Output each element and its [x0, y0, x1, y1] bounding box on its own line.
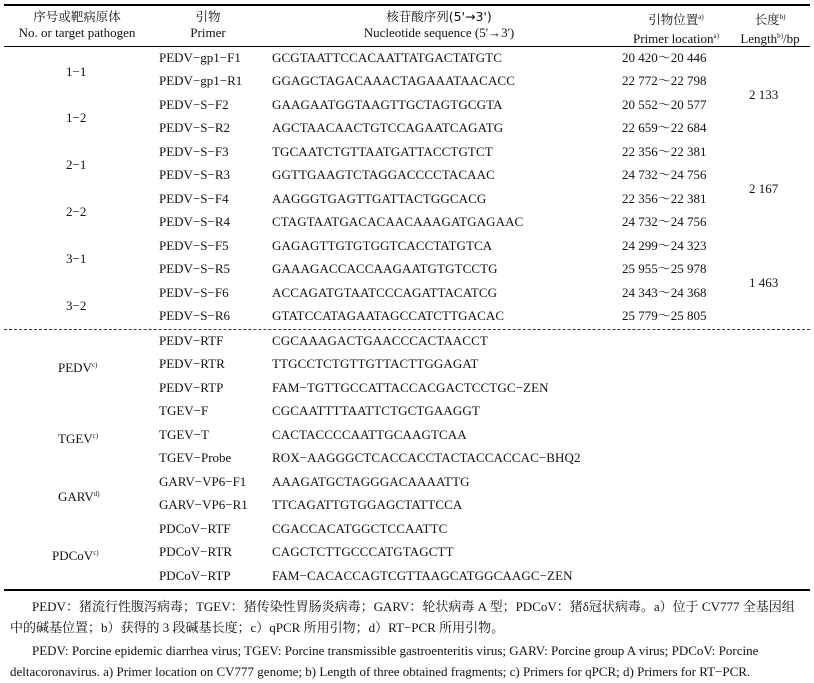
- primer-name: PEDV−RTR: [159, 356, 225, 371]
- group-garv-sup: d): [93, 490, 100, 498]
- header-col-primer: [160, 9, 256, 41]
- group-label-3-2: 3−2: [66, 298, 87, 313]
- nucleotide-sequence: AAGGGTGAGTTGATTACTGGCACG: [272, 191, 487, 206]
- table-row: [0, 380, 814, 398]
- nucleotide-sequence: TTGCCTCTGTTGTTACTTGGAGAT: [272, 356, 479, 371]
- table-row: [0, 544, 814, 562]
- primer-name: PEDV−S−R3: [159, 167, 231, 182]
- table-row: [0, 333, 814, 351]
- table-row: [0, 191, 814, 209]
- nucleotide-sequence: FAM−CACACCAGTCGTTAAGCATGGCAAGC−ZEN: [272, 568, 573, 583]
- table-row: [0, 474, 814, 492]
- primer-location: 22 772～22 798: [622, 73, 707, 88]
- group-pdcov-sup: c): [93, 549, 99, 557]
- length-fragment-2: 2 167: [749, 181, 779, 196]
- nucleotide-sequence: CGACCACATGGCTCCAATTC: [272, 521, 448, 536]
- header-col-length-cn-sup: b): [779, 13, 786, 21]
- table-row: [0, 144, 814, 162]
- length-fragment-1: 2 133: [749, 87, 779, 102]
- footnote-cn-line2: 中的碱基位置；b）获得的 3 段碱基长度；c）qPCR 所用引物；d）RT−PCR 所用引物。: [10, 620, 505, 635]
- table-row: [0, 356, 814, 374]
- table-row: [0, 450, 814, 468]
- footnote-cn-line1: PEDV：猪流行性腹泻病毒；TGEV：猪传染性胃肠炎病毒；GARV：轮状病毒 A 型；PDCoV：猪δ冠状病毒。a）位于 CV777 全基因组: [32, 599, 795, 614]
- primer-location: 22 356～22 381: [622, 144, 707, 159]
- nucleotide-sequence: GAAGAATGGTAAGTTGCTAGTGCGTA: [272, 97, 503, 112]
- table-row: [0, 167, 814, 185]
- nucleotide-sequence: CTAGTAATGACACAACAAAGATGAGAAC: [272, 214, 524, 229]
- primer-location: 20 420～20 446: [622, 50, 707, 65]
- header-col-length-en-sup: b): [777, 32, 784, 40]
- group-label-pedv: [58, 357, 97, 376]
- primer-name: PEDV−S−F2: [159, 97, 229, 112]
- primer-name: PEDV−S−F6: [159, 285, 229, 300]
- primer-location: 25 955～25 978: [622, 261, 707, 276]
- nucleotide-sequence: CAGCTCTTGCCCATGTAGCTT: [272, 544, 454, 559]
- table-row: [0, 568, 814, 586]
- footnote-en-line2: deltacoronavirus. a) Primer location on CV777 genome; b) Length of three obtained fragments; c) Primers for qPCR; d) Primers for RT−PCR.: [10, 664, 751, 679]
- header-col-length: [730, 9, 810, 47]
- header-col-target: [4, 9, 150, 41]
- footnote-en-line1: PEDV: Porcine epidemic diarrhea virus; TGEV: Porcine transmissible gastroenteritis virus; GARV: Porcine group A virus; PDCoV: Porcine: [32, 643, 759, 658]
- nucleotide-sequence: AGCTAACAACTGTCCAGAATCAGATG: [272, 120, 504, 135]
- primer-name: PEDV−RTF: [159, 333, 224, 348]
- table-row: [0, 497, 814, 515]
- header-col-location-cn: 引物位置: [648, 12, 699, 27]
- nucleotide-sequence: GGTTGAAGTCTAGGACCCCTACAAC: [272, 167, 495, 182]
- group-label-pdcov: [52, 545, 99, 564]
- table-row: [0, 97, 814, 115]
- header-col-length-cn: 长度: [754, 12, 780, 27]
- nucleotide-sequence: CGCAAAGACTGAACCCACTAACCT: [272, 333, 488, 348]
- table-row: [0, 308, 814, 326]
- primer-name: PEDV−S−F5: [159, 238, 229, 253]
- primer-name: TGEV−F: [159, 403, 209, 418]
- header-col-target-cn: 序号或靶病原体: [33, 9, 121, 24]
- primer-location: 24 732～24 756: [622, 167, 707, 182]
- primer-location: 25 779～25 805: [622, 308, 707, 323]
- nucleotide-sequence: CGCAATTTTAATTCTGCTGAAGGT: [272, 403, 480, 418]
- nucleotide-sequence: AAAGATGCTAGGGACAAAATTG: [272, 474, 470, 489]
- table-row: [0, 214, 814, 232]
- nucleotide-sequence: GAGAGTTGTGTGGTCACCTATGTCA: [272, 238, 493, 253]
- header-col-primer-cn: 引物: [195, 9, 221, 24]
- primer-location: 24 343～24 368: [622, 285, 707, 300]
- group-pdcov-text: PDCoV: [52, 548, 94, 563]
- primer-name: PDCoV−RTP: [159, 568, 231, 583]
- primer-name: PEDV−S−F4: [159, 191, 229, 206]
- table-row: [0, 50, 814, 68]
- nucleotide-sequence: GAAAGACCACCAAGAATGTGTCCTG: [272, 261, 498, 276]
- header-col-location-en-sup: a): [713, 32, 719, 40]
- table-row: [0, 73, 814, 91]
- primer-name: PEDV−S−R5: [159, 261, 231, 276]
- primer-name: PEDV−S−F3: [159, 144, 229, 159]
- top-rule: [4, 4, 810, 6]
- header-col-sequence-cn: 核苷酸序列(5'→3'): [386, 9, 492, 24]
- nucleotide-sequence: CACTACCCCAATTGCAAGTCAA: [272, 427, 467, 442]
- group-label-tgev: [58, 428, 98, 447]
- group-garv-text: GARV: [58, 489, 94, 504]
- primer-name: GARV−VP6−R1: [159, 497, 248, 512]
- nucleotide-sequence: TGCAATCTGTTAATGATTACCTGTCT: [272, 144, 493, 159]
- primer-location: 22 356～22 381: [622, 191, 707, 206]
- group-pedv-text: PEDV: [58, 360, 92, 375]
- primer-name: PEDV−gp1−F1: [159, 50, 241, 65]
- group-tgev-text: TGEV: [58, 431, 93, 446]
- nucleotide-sequence: FAM−TGTTGCCATTACCACGACTCCTGC−ZEN: [272, 380, 549, 395]
- nucleotide-sequence: GGAGCTAGACAAACTAGAAATAACACC: [272, 73, 515, 88]
- header-col-sequence: [272, 9, 606, 41]
- header-col-length-en: Length: [740, 31, 778, 46]
- table-row: [0, 238, 814, 256]
- table-row: [0, 120, 814, 138]
- group-tgev-sup: c): [92, 432, 99, 440]
- group-label-3-1: 3−1: [66, 251, 87, 266]
- group-label-1-1: 1−1: [66, 64, 87, 79]
- primer-location: 24 299～24 323: [622, 238, 707, 253]
- primer-name: PEDV−RTP: [159, 380, 224, 395]
- nucleotide-sequence: GTATCCATAGAATAGCCATCTTGACAC: [272, 308, 505, 323]
- primer-name: TGEV−T: [159, 427, 209, 442]
- header-col-location: [616, 9, 736, 47]
- primer-name: PEDV−S−R2: [159, 120, 231, 135]
- header-col-primer-en: Primer: [190, 25, 226, 40]
- primer-location: 22 659～22 684: [622, 120, 707, 135]
- group-label-1-2: 1−2: [66, 110, 87, 125]
- table-row: [0, 261, 814, 279]
- bottom-rule: [4, 589, 810, 591]
- group-label-2-2: 2−2: [66, 204, 87, 219]
- nucleotide-sequence: TTCAGATTGTGGAGCTATTCCA: [272, 497, 463, 512]
- primer-name: GARV−VP6−F1: [159, 474, 247, 489]
- header-col-sequence-en: Nucleotide sequence (5'→3'): [363, 25, 515, 40]
- header-col-location-en: Primer location: [633, 31, 714, 46]
- primer-name: PDCoV−RTF: [159, 521, 231, 536]
- table-row: [0, 285, 814, 303]
- primer-name: TGEV−Probe: [159, 450, 232, 465]
- primer-name: PEDV−S−R4: [159, 214, 231, 229]
- nucleotide-sequence: ACCAGATGTAATCCCAGATTACATCG: [272, 285, 498, 300]
- nucleotide-sequence: ROX−AAGGGCTCACCACCTACTACCACCAC−BHQ2: [272, 450, 581, 465]
- primer-name: PEDV−S−R6: [159, 308, 231, 323]
- header-col-location-cn-sup: a): [698, 13, 704, 21]
- primer-location: 20 552～20 577: [622, 97, 707, 112]
- header-col-target-en: No. or target pathogen: [18, 25, 136, 40]
- primer-location: 24 732～24 756: [622, 214, 707, 229]
- table-row: [0, 427, 814, 445]
- header-col-length-en-unit: /bp: [783, 31, 800, 46]
- table-row: [0, 403, 814, 421]
- table-row: [0, 521, 814, 539]
- primer-name: PDCoV−RTR: [159, 544, 233, 559]
- group-pedv-sup: c): [91, 361, 98, 369]
- nucleotide-sequence: GCGTAATTCCACAATTATGACTATGTC: [272, 50, 502, 65]
- length-fragment-3: 1 463: [749, 275, 779, 290]
- group-label-2-1: 2−1: [66, 157, 87, 172]
- primer-name: PEDV−gp1−R1: [159, 73, 243, 88]
- group-label-garv: [58, 486, 100, 505]
- section-divider: [4, 329, 810, 330]
